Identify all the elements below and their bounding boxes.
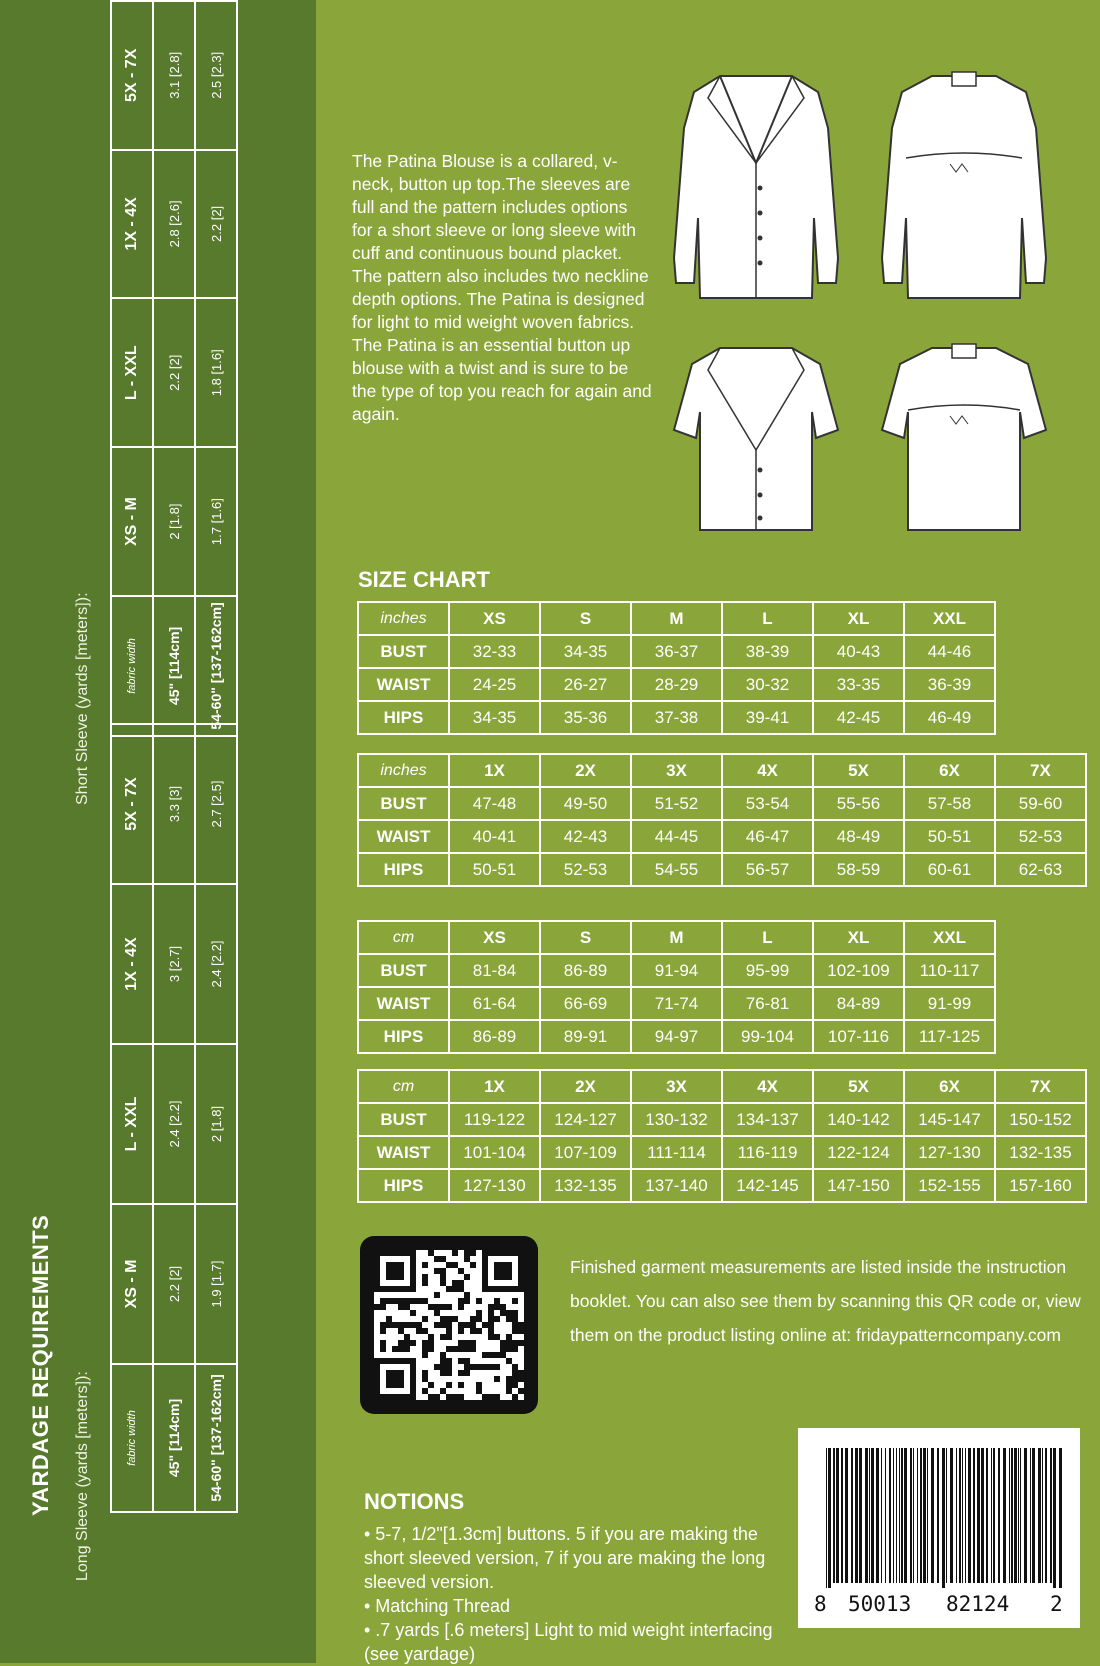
measurement-label: HIPS [358,1169,449,1202]
size-range-header: 1X - 4X [111,884,153,1044]
measurement-value: 147-150 [813,1169,904,1202]
measurement-value: 36-39 [904,668,995,701]
measurement-value: 54-55 [631,853,722,886]
size-header: 6X [904,754,995,787]
measurement-value: 122-124 [813,1136,904,1169]
measurement-value: 28-29 [631,668,722,701]
notions-title: NOTIONS [364,1489,465,1514]
yardage-value: 3.3 [3] [153,724,195,884]
fabric-width-label: fabric width [111,596,153,736]
yardage-value: 3 [2.7] [153,884,195,1044]
measurement-label: HIPS [358,1020,449,1053]
measurement-value: 62-63 [995,853,1086,886]
size-range-header: XS - M [111,1204,153,1364]
measurement-value: 94-97 [631,1020,722,1053]
measurement-value: 46-49 [904,701,995,734]
yardage-value: 2.4 [2.2] [195,884,237,1044]
measurement-value: 152-155 [904,1169,995,1202]
measurement-value: 60-61 [904,853,995,886]
measurement-value: 42-43 [540,820,631,853]
measurement-value: 86-89 [449,1020,540,1053]
yardage-value: 2.4 [2.2] [153,1044,195,1204]
measurement-row [358,701,995,734]
long-sleeve-back-illustration [876,68,1052,314]
measurement-value: 53-54 [722,787,813,820]
measurement-value: 89-91 [540,1020,631,1053]
unit-label: cm [358,921,449,954]
yardage-value: 2 [1.8] [153,447,195,596]
measurement-value: 24-25 [449,668,540,701]
measurement-value: 137-140 [631,1169,722,1202]
size-header-row [358,921,995,954]
long-sleeve-table [110,723,238,1513]
measurement-label: BUST [358,954,449,987]
size-table-cm-plus [357,1069,1087,1203]
measurement-value: 134-137 [722,1103,813,1136]
measurement-value: 34-35 [449,701,540,734]
measurement-value: 35-36 [540,701,631,734]
yardage-value: 1.7 [1.6] [195,447,237,596]
measurement-value: 81-84 [449,954,540,987]
size-header: 2X [540,754,631,787]
yardage-value: 2.5 [2.3] [195,1,237,150]
yardage-title: YARDAGE REQUIREMENTS [28,1214,53,1516]
measurement-value: 40-43 [813,635,904,668]
measurement-value: 111-114 [631,1136,722,1169]
size-header: XS [449,602,540,635]
size-table-inches-regular [357,601,996,735]
measurement-row [358,635,995,668]
short-sleeve-table [110,0,238,737]
measurement-value: 49-50 [540,787,631,820]
measurement-row [358,954,995,987]
measurement-row [358,1136,1086,1169]
yardage-value: 1.9 [1.7] [195,1204,237,1364]
measurement-value: 132-135 [540,1169,631,1202]
measurement-row [358,1169,1086,1202]
fabric-width-label: fabric width [111,1364,153,1512]
size-header: 5X [813,754,904,787]
unit-label: inches [358,754,449,787]
measurement-value: 107-109 [540,1136,631,1169]
measurement-value: 52-53 [995,820,1086,853]
size-header: 1X [449,754,540,787]
measurement-label: WAIST [358,987,449,1020]
measurement-value: 38-39 [722,635,813,668]
measurement-value: 51-52 [631,787,722,820]
measurement-row [358,668,995,701]
size-header: 4X [722,754,813,787]
measurement-value: 33-35 [813,668,904,701]
yardage-value: 2.8 [2.6] [153,150,195,299]
measurement-row [358,853,1086,886]
yardage-row [195,1,237,736]
size-range-header: 1X - 4X [111,150,153,299]
measurement-value: 150-152 [995,1103,1086,1136]
measurement-value: 44-45 [631,820,722,853]
barcode-digits-left: 50013 [848,1592,912,1616]
size-chart-title: SIZE CHART [358,567,490,592]
measurement-value: 30-32 [722,668,813,701]
measurement-value: 119-122 [449,1103,540,1136]
measurement-value: 48-49 [813,820,904,853]
size-header: XS [449,921,540,954]
long-sleeve-label: Long Sleeve (yards [meters]): [74,1371,91,1581]
barcode-bars [798,1428,1080,1588]
measurement-label: BUST [358,787,449,820]
measurement-value: 145-147 [904,1103,995,1136]
measurement-value: 95-99 [722,954,813,987]
size-table-inches-plus [357,753,1087,887]
measurement-value: 127-130 [449,1169,540,1202]
size-header-row [358,1070,1086,1103]
measurement-value: 101-104 [449,1136,540,1169]
fabric-width: 45" [114cm] [153,596,195,736]
measurement-value: 26-27 [540,668,631,701]
yardage-panel [0,0,316,1663]
measurement-label: WAIST [358,1136,449,1169]
barcode-digits-right: 82124 [946,1592,1010,1616]
measurement-value: 110-117 [904,954,995,987]
yardage-value: 1.8 [1.6] [195,298,237,447]
measurement-label: WAIST [358,668,449,701]
measurement-value: 56-57 [722,853,813,886]
measurement-value: 58-59 [813,853,904,886]
pattern-description: The Patina Blouse is a collared, v-neck, button up top.The sleeves are full and the pattern includes options for a short sleeve or long sleeve with cuff and continuous bound placket. The pattern also includes two neckline depth options. The Patina is designed for light to mid weight woven fabrics. The Patina is an essential button up blouse with a twist and is sure to be the type of top you reach for again and again. [352,151,652,424]
measurement-value: 102-109 [813,954,904,987]
measurement-row [358,987,995,1020]
notions-section [364,1490,784,1666]
measurement-label: HIPS [358,853,449,886]
size-header: XXL [904,602,995,635]
measurement-value: 127-130 [904,1136,995,1169]
fabric-width: 54-60" [137-162cm] [195,596,237,736]
size-header: XXL [904,921,995,954]
measurement-row [358,820,1086,853]
measurement-value: 50-51 [904,820,995,853]
barcode-digit-first: 8 [814,1592,827,1616]
measurement-value: 130-132 [631,1103,722,1136]
notion-item: • .7 yards [.6 meters] Light to mid weight interfacing (see yardage) [364,1620,773,1664]
measurement-value: 42-45 [813,701,904,734]
size-header: 7X [995,1070,1086,1103]
short-sleeve-back-illustration [876,340,1052,540]
barcode [798,1428,1080,1628]
size-header: 2X [540,1070,631,1103]
measurement-value: 99-104 [722,1020,813,1053]
short-sleeve-label: Short Sleeve (yards [meters]): [74,592,91,805]
measurement-value: 57-58 [904,787,995,820]
yardage-value: 2.7 [2.5] [195,724,237,884]
notions-list [364,1522,784,1666]
fabric-width: 54-60" [137-162cm] [195,1364,237,1512]
size-header: S [540,602,631,635]
measurement-value: 59-60 [995,787,1086,820]
measurement-label: BUST [358,1103,449,1136]
notion-item: • Matching Thread [364,1596,511,1616]
measurement-value: 47-48 [449,787,540,820]
measurement-value: 86-89 [540,954,631,987]
unit-label: cm [358,1070,449,1103]
measurement-value: 124-127 [540,1103,631,1136]
measurement-value: 34-35 [540,635,631,668]
yardage-row [153,724,195,1512]
measurement-value: 84-89 [813,987,904,1020]
size-header: XL [813,921,904,954]
size-header-row [358,754,1086,787]
yardage-value: 2.2 [2] [195,150,237,299]
size-range-header: L - XXL [111,1044,153,1204]
measurement-value: 71-74 [631,987,722,1020]
size-header-row [358,602,995,635]
yardage-value: 3.1 [2.8] [153,1,195,150]
yardage-value: 2 [1.8] [195,1044,237,1204]
measurement-label: BUST [358,635,449,668]
measurement-value: 32-33 [449,635,540,668]
measurement-value: 37-38 [631,701,722,734]
measurement-value: 50-51 [449,853,540,886]
size-range-header: L - XXL [111,298,153,447]
measurement-value: 132-135 [995,1136,1086,1169]
size-range-header: 5X - 7X [111,1,153,150]
short-sleeve-front-illustration [668,340,844,540]
measurement-value: 36-37 [631,635,722,668]
measurement-value: 140-142 [813,1103,904,1136]
yardage-header-row [111,724,153,1512]
barcode-digit-last: 2 [1050,1592,1063,1616]
measurement-value: 61-64 [449,987,540,1020]
notion-item: • 5-7, 1/2"[1.3cm] buttons. 5 if you are making the short sleeved version, 7 if you are making the long sleeved version. [364,1524,766,1592]
size-range-header: XS - M [111,447,153,596]
measurement-label: HIPS [358,701,449,734]
measurement-value: 66-69 [540,987,631,1020]
qr-code[interactable] [360,1236,538,1414]
long-sleeve-front-illustration [668,68,844,314]
measurement-value: 91-99 [904,987,995,1020]
measurement-value: 40-41 [449,820,540,853]
size-table-cm-regular [357,920,996,1054]
measurement-value: 39-41 [722,701,813,734]
size-header: 6X [904,1070,995,1103]
size-header: L [722,921,813,954]
measurement-value: 46-47 [722,820,813,853]
unit-label: inches [358,602,449,635]
size-header: 3X [631,1070,722,1103]
finished-measurements-text: Finished garment measurements are listed inside the instruction booklet. You can also see them by scanning this QR code or, view them on the product listing online at: fridaypatterncompany.com [570,1257,1081,1345]
measurement-value: 55-56 [813,787,904,820]
measurement-value: 142-145 [722,1169,813,1202]
measurement-value: 44-46 [904,635,995,668]
measurement-label: WAIST [358,820,449,853]
size-header: 3X [631,754,722,787]
size-header: 1X [449,1070,540,1103]
measurement-value: 116-119 [722,1136,813,1169]
measurement-value: 91-94 [631,954,722,987]
size-header: 5X [813,1070,904,1103]
qr-pattern [374,1250,524,1400]
size-header: M [631,602,722,635]
yardage-header-row [111,1,153,736]
measurement-value: 52-53 [540,853,631,886]
size-header: S [540,921,631,954]
size-header: 7X [995,754,1086,787]
measurement-value: 76-81 [722,987,813,1020]
fabric-width: 45" [114cm] [153,1364,195,1512]
yardage-value: 2.2 [2] [153,298,195,447]
measurement-value: 107-116 [813,1020,904,1053]
measurement-row [358,1103,1086,1136]
yardage-rotated-content [0,0,316,1663]
measurement-row [358,787,1086,820]
measurement-row [358,1020,995,1053]
measurement-value: 157-160 [995,1169,1086,1202]
size-header: L [722,602,813,635]
yardage-row [153,1,195,736]
size-range-header: 5X - 7X [111,724,153,884]
size-header: 4X [722,1070,813,1103]
yardage-value: 2.2 [2] [153,1204,195,1364]
yardage-row [195,724,237,1512]
size-header: M [631,921,722,954]
measurement-value: 117-125 [904,1020,995,1053]
size-header: XL [813,602,904,635]
